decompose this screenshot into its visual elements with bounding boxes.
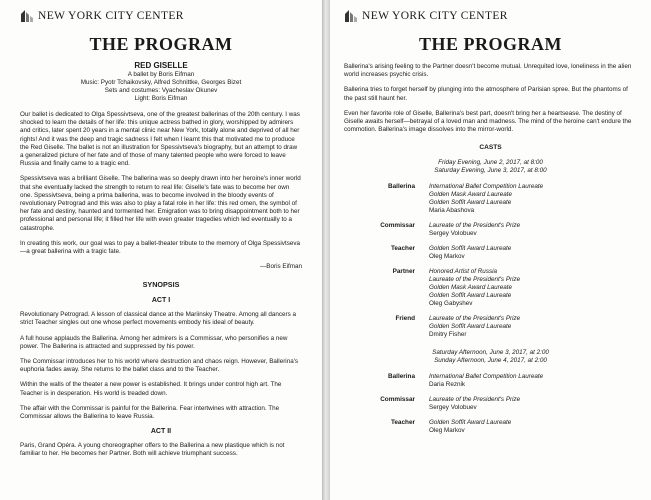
synopsis-heading: SYNOPSIS [142,280,180,290]
cast-honor: Laureate of the President's Prize [429,276,521,284]
cast-row [344,245,637,261]
cast-row [344,419,637,435]
performance-date: Sunday Afternoon, June 4, 2017, at 2:00 [434,357,547,365]
cast-dancer: Oleg Gabyshev [429,300,473,308]
credit-line: A ballet by Boris Eifman [127,71,195,78]
credit-line: Music: Pyotr Tchaikovsky, Alfred Schnittke, Georges Bizet [80,79,242,86]
performance-date: Saturday Evening, June 3, 2017, at 8:00 [434,167,547,175]
work-title: RED GISELLE [134,61,188,70]
cast-honor: Golden Soffit Award Laureate [429,292,512,300]
right-page [330,0,651,500]
synopsis-paragraph: The Commissar introduces her to his world where destruction and chaos reign. However, Ballerina's euphoria fades away. She returns to the ballet class and to the Teacher. [20,358,299,374]
credit-line: Sets and costumes: Vyacheslav Okunev [104,87,218,94]
cast-role: Commissar [380,222,415,230]
cast-details [429,183,637,215]
cast-honor: Golden Soffit Award Laureate [429,245,512,253]
cast-honor: International Ballet Competition Laureate [429,183,544,191]
cast-row [344,268,637,308]
page-title: THE PROGRAM [89,34,233,54]
cast-role: Partner [392,268,415,276]
performance-date: Friday Evening, June 2, 2017, at 8:00 [438,159,543,167]
cast-dancer: Oleg Markov [429,427,465,435]
synopsis-paragraph: Within the walls of the theater a new power is established. It brings under control high art. The Teacher is in desperation. His world is treaded down. [20,381,282,397]
cast-row [344,373,637,389]
act-heading: ACT I [151,297,171,305]
brand-name: NEW YORK CITY CENTER [362,10,508,22]
cast-dancer: Dmitry Fisher [429,331,467,339]
cast-row [344,222,637,238]
cast-details [429,245,637,261]
cast-dancer: Maria Abashova [429,207,475,215]
left-page [0,0,322,500]
cast-details [429,396,637,412]
synopsis-paragraph: Even her favorite role of Giselle, Ballerina's best part, doesn't bring her a heartsease. The destiny of Giselle awaits herself—betrayal of a loved man and madness. The mind of the heroine can't endure the commotion. Ballerina's image dissolves into the mirror-world. [344,109,632,134]
city-center-logo-icon [20,9,34,23]
performance-dates [344,349,637,365]
synopsis-paragraph: Ballerina tries to forget herself by plunging into the atmosphere of Parisian spree. But the phantoms of the past still haunt her. [344,86,628,102]
cast-details [429,315,637,339]
intro-paragraph: Spessivtseva was a brilliant Giselle. The ballerina was so deeply drawn into her heroine's inner world that she eventually lacked the strength to return to real life: Giselle's fate was to become her own one. Spessivtseva, being a prima ballerina, was to become involved in the bloody events of revolutionary Petrograd and this was also to play a fatal role in her life: this red omen, the symbol of her fate and destiny, haunted and tormented her. Emigration was to bring disappointment both to her professional and personal life; it filled her life with even greater tragedies which led eventually to a catastrophe. [20,175,301,232]
cast-honor: Golden Mask Award Laureate [429,191,512,199]
cast-details [429,419,637,435]
cast-role: Teacher [390,245,415,253]
cast-honor: International Ballet Competition Laureate [429,373,544,381]
cast-row [344,396,637,412]
city-center-logo-icon [344,9,358,23]
brand-header [20,8,302,24]
synopsis-paragraph: Revolutionary Petrograd. A lesson of classical dance at the Mariinsky Theatre. Among all dancers a strict Teacher singles out one whose perfect movements embody his ideal of beauty. [20,311,297,327]
cast-honor: Laureate of the President's Prize [429,222,521,230]
cast-role: Ballerina [388,183,415,191]
cast-role: Friend [395,315,415,323]
cast-group [344,159,637,339]
casts-list [344,159,637,435]
cast-row [344,315,637,339]
cast-details [429,268,637,308]
cast-role: Ballerina [388,373,415,381]
intro-paragraph: In creating this work, our goal was to pay a ballet-theater tribute to the memory of Olga Spessivtseva—a great ballerina with a tragic fate. [20,239,300,256]
credits [20,71,302,103]
cast-details [429,373,637,389]
performance-dates [344,159,637,175]
cast-honor: Golden Mask Award Laureate [429,284,512,292]
cast-dancer: Oleg Markov [429,253,465,261]
signature: —Boris Eifman [260,263,302,271]
cast-row [344,183,637,215]
cast-honor: Honored Artist of Russia [429,268,498,276]
cast-honor: Golden Soffit Award Laureate [429,199,512,207]
cast-dancer: Sergey Volobuev [429,230,477,238]
synopsis-paragraph: The affair with the Commissar is painful for the Ballerina. Fear intertwines with attraction. The Commissar allows the Ballerina to leave Russia. [20,404,280,421]
brand-header [344,8,637,24]
act-heading: ACT II [150,428,172,436]
synopsis-paragraph: Ballerina's arising feeling to the Partner doesn't become mutual. Unrequited love, loneliness in the alien world increases psychic crisis. [344,63,632,79]
cast-honor: Laureate of the President's Prize [429,396,521,404]
cast-role: Teacher [390,419,415,427]
cast-dancer: Daria Reznik [429,381,466,389]
cast-honor: Golden Soffit Award Laureate [429,419,512,427]
cast-honor: Laureate of the President's Prize [429,315,521,323]
cast-dancer: Sergey Volobuev [429,404,477,412]
credit-line: Light: Boris Eifman [134,95,188,102]
intro-paragraph: Our ballet is dedicated to Olga Spessivtseva, one of the greatest ballerinas of the 20th century. I was shocked to learn the details of her life: this unique actress bathed in glory, worshipped by admirers and critics, later spent 20 years in a mental clinic near New York, totally alone and deprived of all her rights! And it was the deep and tragic sadness I felt when I learnt this that motivated me to produce the Red Giselle. The ballet is not an illustration for Spessivtseva's biography, but an attempt to draw a generalized picture of her fate and of those of many talented people who were forced to leave Russia and finally came to a tragic end. [20,111,300,168]
cast-honor: Golden Soffit Award Laureate [429,323,512,331]
synopsis-paragraph: A full house applauds the Ballerina. Among her admirers is a Commissar, who personifies a new power. The Ballerina is attracted and suppressed by his power. [20,334,288,350]
cast-details [429,222,637,238]
book-spine [322,0,330,500]
casts-heading: CASTS [479,144,502,152]
synopsis-paragraph: Paris, Grand Opéra. A young choreographer offers to the Ballerina a new plastique which is not familiar to her. He becomes her Partner. Both will achieve triumphant success. [20,442,285,458]
page-title: THE PROGRAM [419,34,562,54]
performance-date: Saturday Afternoon, June 3, 2017, at 2:00 [432,349,549,357]
cast-group [344,349,637,435]
cast-role: Commissar [380,396,415,404]
brand-name: NEW YORK CITY CENTER [38,10,184,22]
